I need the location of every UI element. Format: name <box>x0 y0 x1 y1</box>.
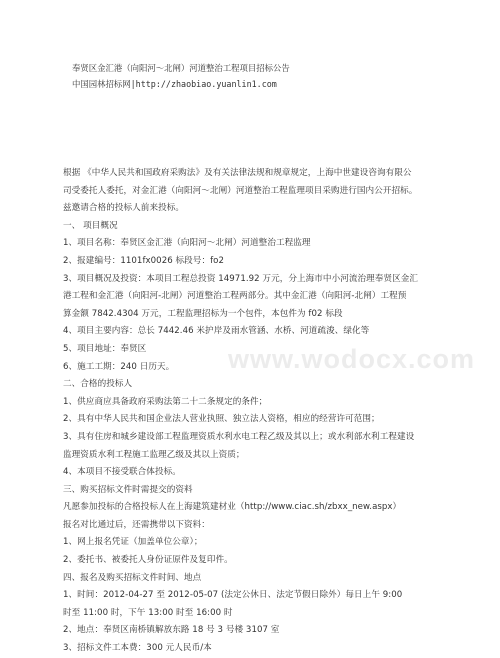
body-line: 兹邀请合格的投标人前来投标。 <box>63 203 185 214</box>
source-line: 中国园林招标网|http://zhaobiao.yuanlin1.com <box>72 79 277 89</box>
body-line: 司受委托人委托，对金汇港（向阳河～北闸）河道整治工程监理项目采购进行国内公开招标。 <box>63 185 418 196</box>
body-line: 3、招标文件工本费：300 元人民币/本 <box>63 643 212 654</box>
body-line: 2、地点：奉贤区南桥镇解放东路 18 号 3 号楼 3107 室 <box>63 625 280 636</box>
body-line: 港工程和金汇港（向阳河-北闸）河道整治工程两部分。其中金汇港（向阳河-北闸）工程预 <box>63 291 407 302</box>
body-line: 1、项目名称：奉贤区金汇港（向阳河～北闸）河道整治工程监理 <box>63 238 311 249</box>
section-heading: 四、报名及购买招标文件时间、地点 <box>63 572 202 583</box>
body-line: 4、本项目不接受联合体投标。 <box>63 467 181 478</box>
body-line: 1、时间：2012-04-27 至 2012-05-07 (法定公休日、法定节假日除外）每日上午 9:00 <box>63 590 403 601</box>
body-line: 3、具有住房和城乡建设部工程监理资质水利水电工程乙级及其以上；或水利部水利工程建设 <box>63 431 415 442</box>
body-line: 根据 《中华人民共和国政府采购法》及有关法律法规和规章规定，上海中世建设咨询有限公 <box>63 168 412 178</box>
body-line: 1、网上报名凭证（加盖单位公章）； <box>63 537 203 548</box>
body-line: 凡愿参加投标的合格投标人在上海建筑建材业（http://www.ciac.sh/zbxx_new.aspx） <box>63 502 402 513</box>
section-heading: 二、合格的投标人 <box>63 379 133 390</box>
section-heading: 三、购买招标文件时需提交的资料 <box>63 484 193 495</box>
watermark: www.wodocx.com <box>228 344 476 374</box>
body-line: 1、供应商应具备政府采购法第二十二条规定的条件； <box>63 396 268 407</box>
body-line: 2、报建编号：1101fx0026 标段号：fo2 <box>63 255 224 266</box>
body-line: 算金额 7842.4304 万元，工程监理招标为一个包件，本包件为 f02 标段 <box>63 308 343 319</box>
body-line: 监理资质水利工程施工监理乙级及其以上资质； <box>63 449 245 460</box>
notice-body <box>63 165 435 658</box>
body-line: 6、施工工期：240 日历天。 <box>63 361 175 372</box>
body-line: 3、项目概况及投资：本项目工程总投资 14971.92 万元，分上海市中小河流治理奉贤区金汇 <box>63 273 419 284</box>
document-header <box>72 60 472 92</box>
body-line: 5、项目地址：奉贤区 <box>63 343 147 354</box>
body-line: 2、委托书、被委托人身份证原件及复印件。 <box>63 555 233 566</box>
body-line: 时至 11:00 时，下午 13:00 时至 16:00 时 <box>63 607 233 618</box>
body-line: 4、项目主要内容：总长 7442.46 米护岸及雨水管涵、水桥、河道疏浚、绿化等 <box>63 326 370 337</box>
body-line: 2、具有中华人民共和国企业法人营业执照、独立法人资格，相应的经营许可范围； <box>63 414 380 425</box>
section-heading: 一、 项目概况 <box>63 220 118 231</box>
notice-title: 奉贤区金汇港（向阳河～北闸）河道整治工程项目招标公告 <box>72 63 290 73</box>
body-line: 报名对比通过后，还需携带以下资料： <box>63 519 210 530</box>
